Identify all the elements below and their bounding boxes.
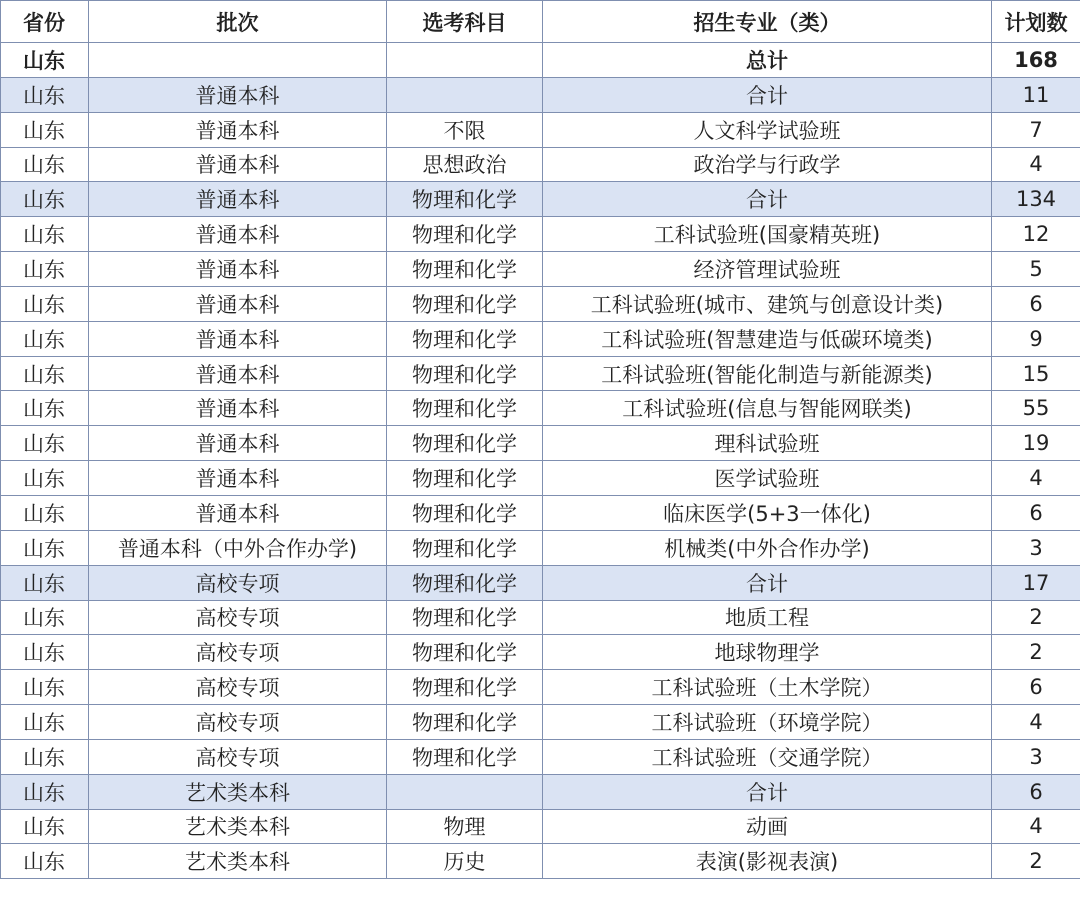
cell-province: 山东 xyxy=(1,774,89,809)
table-row xyxy=(1,356,1080,391)
table-row xyxy=(1,739,1080,774)
cell-province: 山东 xyxy=(1,739,89,774)
cell-subject: 物理和化学 xyxy=(387,739,543,774)
cell-province: 山东 xyxy=(1,670,89,705)
cell-count: 3 xyxy=(992,739,1080,774)
cell-major: 工科试验班（交通学院） xyxy=(543,739,992,774)
cell-count: 7 xyxy=(992,112,1080,147)
table-row xyxy=(1,530,1080,565)
table-row xyxy=(1,252,1080,287)
cell-province: 山东 xyxy=(1,809,89,844)
cell-subject: 历史 xyxy=(387,844,543,879)
cell-count: 6 xyxy=(992,670,1080,705)
cell-subject: 物理和化学 xyxy=(387,252,543,287)
cell-major: 经济管理试验班 xyxy=(543,252,992,287)
cell-batch: 普通本科 xyxy=(89,426,387,461)
cell-province: 山东 xyxy=(1,356,89,391)
cell-major: 合计 xyxy=(543,182,992,217)
cell-province: 山东 xyxy=(1,495,89,530)
cell-major: 医学试验班 xyxy=(543,461,992,496)
cell-count: 15 xyxy=(992,356,1080,391)
cell-province: 山东 xyxy=(1,252,89,287)
table-row xyxy=(1,426,1080,461)
cell-major: 工科试验班（土木学院） xyxy=(543,670,992,705)
cell-count: 6 xyxy=(992,774,1080,809)
cell-province: 山东 xyxy=(1,217,89,252)
cell-count: 55 xyxy=(992,391,1080,426)
cell-subject: 物理和化学 xyxy=(387,286,543,321)
cell-batch: 艺术类本科 xyxy=(89,844,387,879)
cell-batch: 普通本科 xyxy=(89,356,387,391)
cell-subject xyxy=(387,77,543,112)
cell-batch: 普通本科 xyxy=(89,321,387,356)
cell-province: 山东 xyxy=(1,705,89,740)
cell-count: 19 xyxy=(992,426,1080,461)
cell-count: 17 xyxy=(992,565,1080,600)
cell-province: 山东 xyxy=(1,530,89,565)
cell-major: 工科试验班(城市、建筑与创意设计类) xyxy=(543,286,992,321)
cell-batch: 普通本科 xyxy=(89,461,387,496)
cell-major: 合计 xyxy=(543,77,992,112)
cell-major: 理科试验班 xyxy=(543,426,992,461)
table-row xyxy=(1,286,1080,321)
cell-count: 5 xyxy=(992,252,1080,287)
cell-subject: 不限 xyxy=(387,112,543,147)
cell-subject: 物理和化学 xyxy=(387,217,543,252)
cell-batch xyxy=(89,43,387,78)
cell-batch: 普通本科（中外合作办学) xyxy=(89,530,387,565)
cell-subject: 物理和化学 xyxy=(387,182,543,217)
cell-province: 山东 xyxy=(1,391,89,426)
cell-count: 2 xyxy=(992,635,1080,670)
table-row xyxy=(1,461,1080,496)
cell-count: 6 xyxy=(992,286,1080,321)
cell-province: 山东 xyxy=(1,43,89,78)
cell-count: 2 xyxy=(992,600,1080,635)
table-row xyxy=(1,844,1080,879)
table-row xyxy=(1,809,1080,844)
cell-batch: 高校专项 xyxy=(89,600,387,635)
cell-subject: 物理和化学 xyxy=(387,705,543,740)
cell-major: 动画 xyxy=(543,809,992,844)
cell-province: 山东 xyxy=(1,844,89,879)
cell-subject: 物理和化学 xyxy=(387,356,543,391)
cell-major: 工科试验班(国豪精英班) xyxy=(543,217,992,252)
cell-count: 6 xyxy=(992,495,1080,530)
cell-batch: 艺术类本科 xyxy=(89,809,387,844)
cell-count: 4 xyxy=(992,147,1080,182)
subtotal-row xyxy=(1,182,1080,217)
cell-count: 9 xyxy=(992,321,1080,356)
table-row xyxy=(1,391,1080,426)
cell-major: 工科试验班(智慧建造与低碳环境类) xyxy=(543,321,992,356)
table-row xyxy=(1,217,1080,252)
table-body xyxy=(1,43,1080,879)
header-count: 计划数 xyxy=(992,1,1080,43)
table-row xyxy=(1,705,1080,740)
cell-major: 临床医学(5+3一体化) xyxy=(543,495,992,530)
cell-batch: 普通本科 xyxy=(89,391,387,426)
cell-province: 山东 xyxy=(1,286,89,321)
subtotal-row xyxy=(1,774,1080,809)
cell-major: 合计 xyxy=(543,774,992,809)
total-row xyxy=(1,43,1080,78)
table-row xyxy=(1,495,1080,530)
table-row xyxy=(1,670,1080,705)
cell-subject: 物理和化学 xyxy=(387,495,543,530)
cell-province: 山东 xyxy=(1,635,89,670)
cell-batch: 高校专项 xyxy=(89,565,387,600)
cell-count: 4 xyxy=(992,809,1080,844)
cell-subject: 物理和化学 xyxy=(387,600,543,635)
header-batch: 批次 xyxy=(89,1,387,43)
cell-batch: 普通本科 xyxy=(89,147,387,182)
cell-subject: 物理和化学 xyxy=(387,461,543,496)
cell-major: 人文科学试验班 xyxy=(543,112,992,147)
cell-count: 2 xyxy=(992,844,1080,879)
cell-subject xyxy=(387,774,543,809)
cell-batch: 高校专项 xyxy=(89,635,387,670)
cell-subject: 物理和化学 xyxy=(387,565,543,600)
cell-count: 11 xyxy=(992,77,1080,112)
cell-province: 山东 xyxy=(1,77,89,112)
cell-count: 134 xyxy=(992,182,1080,217)
cell-province: 山东 xyxy=(1,321,89,356)
cell-major: 地质工程 xyxy=(543,600,992,635)
cell-batch: 普通本科 xyxy=(89,182,387,217)
cell-batch: 普通本科 xyxy=(89,112,387,147)
cell-count: 3 xyxy=(992,530,1080,565)
table-header xyxy=(1,1,1080,43)
cell-subject: 物理和化学 xyxy=(387,635,543,670)
cell-subject: 物理和化学 xyxy=(387,391,543,426)
table-row xyxy=(1,112,1080,147)
cell-province: 山东 xyxy=(1,147,89,182)
cell-major: 总计 xyxy=(543,43,992,78)
cell-major: 合计 xyxy=(543,565,992,600)
cell-subject: 物理和化学 xyxy=(387,670,543,705)
cell-batch: 艺术类本科 xyxy=(89,774,387,809)
cell-major: 工科试验班(智能化制造与新能源类) xyxy=(543,356,992,391)
cell-province: 山东 xyxy=(1,426,89,461)
header-row xyxy=(1,1,1080,43)
cell-major: 政治学与行政学 xyxy=(543,147,992,182)
cell-major: 表演(影视表演) xyxy=(543,844,992,879)
cell-major: 地球物理学 xyxy=(543,635,992,670)
cell-subject: 思想政治 xyxy=(387,147,543,182)
subtotal-row xyxy=(1,565,1080,600)
cell-batch: 普通本科 xyxy=(89,252,387,287)
cell-batch: 普通本科 xyxy=(89,217,387,252)
header-major: 招生专业（类） xyxy=(543,1,992,43)
table-row xyxy=(1,147,1080,182)
cell-batch: 普通本科 xyxy=(89,495,387,530)
cell-province: 山东 xyxy=(1,182,89,217)
cell-count: 12 xyxy=(992,217,1080,252)
cell-province: 山东 xyxy=(1,461,89,496)
cell-subject: 物理和化学 xyxy=(387,321,543,356)
cell-subject xyxy=(387,43,543,78)
cell-count: 4 xyxy=(992,461,1080,496)
cell-major: 工科试验班（环境学院） xyxy=(543,705,992,740)
header-province: 省份 xyxy=(1,1,89,43)
cell-subject: 物理和化学 xyxy=(387,530,543,565)
cell-subject: 物理 xyxy=(387,809,543,844)
cell-province: 山东 xyxy=(1,600,89,635)
cell-major: 机械类(中外合作办学) xyxy=(543,530,992,565)
cell-batch: 高校专项 xyxy=(89,739,387,774)
cell-batch: 高校专项 xyxy=(89,705,387,740)
cell-province: 山东 xyxy=(1,565,89,600)
subtotal-row xyxy=(1,77,1080,112)
table-row xyxy=(1,321,1080,356)
table-row xyxy=(1,635,1080,670)
cell-batch: 高校专项 xyxy=(89,670,387,705)
cell-batch: 普通本科 xyxy=(89,286,387,321)
cell-count: 4 xyxy=(992,705,1080,740)
table-row xyxy=(1,600,1080,635)
cell-subject: 物理和化学 xyxy=(387,426,543,461)
cell-major: 工科试验班(信息与智能网联类) xyxy=(543,391,992,426)
cell-count: 168 xyxy=(992,43,1080,78)
header-subject: 选考科目 xyxy=(387,1,543,43)
cell-batch: 普通本科 xyxy=(89,77,387,112)
cell-province: 山东 xyxy=(1,112,89,147)
